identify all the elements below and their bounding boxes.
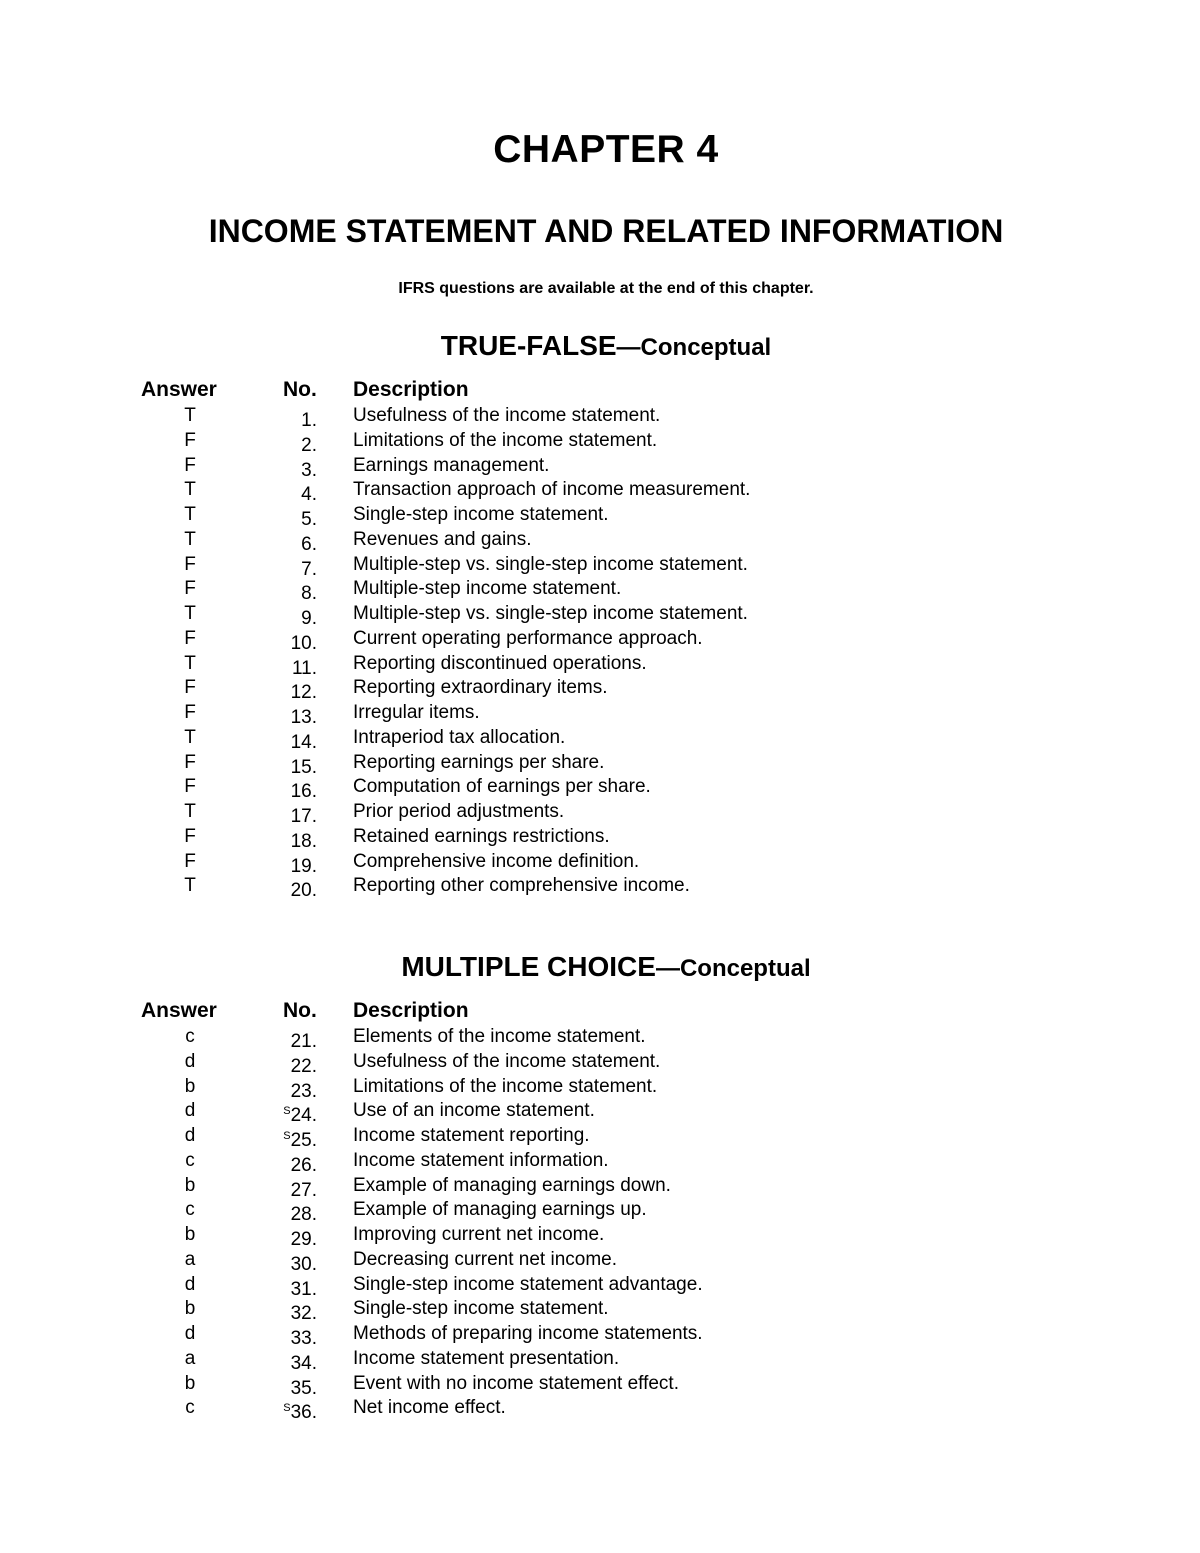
description-cell: Retained earnings restrictions.	[353, 825, 610, 847]
answer-cell: T	[184, 528, 196, 550]
table-row	[0, 800, 1200, 825]
question-number: 14.	[290, 731, 317, 753]
answer-cell: b	[184, 1298, 196, 1320]
question-number: 30.	[290, 1253, 317, 1275]
answer-cell: c	[185, 1149, 195, 1171]
description-column-header: Description	[353, 999, 469, 1022]
table-row	[0, 627, 1200, 652]
description-cell: Earnings management.	[353, 454, 550, 476]
description-cell: Current operating performance approach.	[353, 627, 703, 649]
table-row	[0, 1396, 1200, 1424]
question-number: 18.	[290, 830, 317, 852]
question-number: 19.	[290, 855, 317, 877]
supplement-mark: S	[283, 1105, 291, 1118]
description-cell: Reporting discontinued operations.	[353, 652, 647, 674]
table-row	[0, 1223, 1200, 1248]
answer-cell: b	[184, 1224, 196, 1245]
description-cell: Multiple-step vs. single-step income statement.	[353, 553, 748, 575]
description-cell: Multiple-step income statement.	[353, 578, 622, 600]
description-cell: Example of managing earnings down.	[353, 1174, 671, 1196]
question-number: 33.	[290, 1328, 317, 1349]
question-number: 11.	[291, 657, 317, 679]
supplement-mark: S	[283, 1130, 291, 1142]
question-number: 2.	[301, 434, 317, 456]
answer-cell: T	[184, 603, 196, 624]
number-column-header: No.	[283, 378, 317, 401]
answer-cell: F	[184, 429, 196, 451]
question-number: 34.	[290, 1352, 317, 1374]
table-row	[0, 1149, 1200, 1174]
table-row	[0, 726, 1200, 751]
question-number: 1.	[301, 410, 317, 431]
answer-cell: F	[184, 454, 196, 476]
table-row	[0, 503, 1200, 528]
multiple-choice-table	[0, 997, 1200, 1424]
description-cell: Limitations of the income statement.	[353, 429, 658, 451]
table-row	[0, 652, 1200, 677]
description-cell: Intraperiod tax allocation.	[353, 726, 566, 748]
description-cell: Multiple-step vs. single-step income statement.	[353, 603, 748, 624]
question-number: 23.	[290, 1080, 317, 1102]
description-cell: Transaction approach of income measurement.	[353, 479, 751, 501]
table-row	[0, 454, 1200, 479]
table-row	[0, 1025, 1200, 1050]
answer-cell: T	[184, 875, 196, 897]
table-row	[0, 1124, 1200, 1149]
question-number: 7.	[301, 558, 317, 580]
answer-cell: a	[184, 1248, 196, 1270]
description-cell: Usefulness of the income statement.	[353, 1050, 661, 1072]
table-row	[0, 1273, 1200, 1298]
answer-cell: F	[184, 578, 196, 600]
question-number: 28.	[290, 1204, 317, 1226]
question-number: 26.	[290, 1154, 317, 1176]
table-row	[0, 1347, 1200, 1372]
question-number: 25.	[290, 1130, 317, 1151]
description-cell: Computation of earnings per share.	[353, 776, 651, 798]
multiple-choice-heading-sub: —Conceptual	[655, 955, 811, 982]
description-cell: Income statement presentation.	[353, 1347, 620, 1369]
answer-cell: F	[184, 677, 196, 699]
answer-cell: d	[184, 1323, 196, 1344]
answer-cell: T	[184, 405, 196, 426]
question-number: 22.	[290, 1055, 317, 1077]
description-cell: Event with no income statement effect.	[353, 1372, 679, 1394]
answer-cell: F	[184, 776, 196, 798]
table-row	[0, 553, 1200, 578]
table-row	[0, 1174, 1200, 1199]
description-cell: Usefulness of the income statement.	[353, 405, 661, 426]
table-row	[0, 1075, 1200, 1100]
answer-cell: F	[184, 553, 196, 575]
description-cell: Elements of the income statement.	[353, 1026, 646, 1047]
description-cell: Improving current net income.	[353, 1224, 605, 1245]
number-column-header: No.	[283, 999, 317, 1022]
question-number: 3.	[301, 459, 317, 481]
description-cell: Single-step income statement advantage.	[353, 1273, 703, 1295]
description-column-header: Description	[353, 378, 469, 401]
question-number: 24.	[290, 1105, 317, 1127]
table-row	[0, 1099, 1200, 1127]
question-number: 6.	[301, 533, 317, 555]
description-cell: Reporting extraordinary items.	[353, 677, 608, 699]
table-row	[0, 1050, 1200, 1075]
true-false-heading-main: TRUE-FALSE	[440, 330, 617, 361]
table-row	[0, 1248, 1200, 1273]
number-cell	[240, 874, 317, 904]
multiple-choice-heading-main: MULTIPLE CHOICE	[401, 951, 656, 982]
answer-cell: T	[184, 652, 196, 674]
table-row	[0, 701, 1200, 726]
description-cell: Single-step income statement.	[353, 1298, 609, 1320]
ifrs-note: IFRS questions are available at the end of this chapter.	[398, 280, 814, 297]
question-number: 31.	[290, 1278, 317, 1300]
question-number: 27.	[290, 1179, 317, 1201]
table-row	[0, 478, 1200, 506]
table-row	[0, 404, 1200, 429]
chapter-subtitle: INCOME STATEMENT AND RELATED INFORMATION	[208, 213, 1004, 249]
true-false-heading	[0, 330, 1200, 362]
table-row	[0, 751, 1200, 776]
answer-cell: b	[184, 1174, 196, 1196]
question-number: 4.	[301, 484, 317, 506]
question-number: 16.	[290, 781, 317, 803]
question-number: 20.	[290, 880, 317, 902]
question-number: 15.	[290, 756, 317, 778]
question-number: 29.	[290, 1229, 317, 1250]
answer-cell: c	[185, 1026, 195, 1047]
table-row	[0, 1372, 1200, 1397]
true-false-heading-sub: —Conceptual	[616, 334, 772, 361]
table-row	[0, 577, 1200, 605]
description-cell: Income statement reporting.	[353, 1125, 590, 1146]
table-row	[0, 676, 1200, 704]
answer-cell: c	[185, 1199, 195, 1221]
description-cell: Comprehensive income definition.	[353, 850, 640, 872]
table-header-row	[0, 997, 1200, 1025]
question-number: 5.	[301, 509, 317, 530]
true-false-rows	[0, 404, 1200, 902]
answer-cell: c	[185, 1397, 195, 1419]
table-row	[0, 1198, 1200, 1226]
answer-cell: b	[184, 1372, 196, 1394]
description-cell: Decreasing current net income.	[353, 1248, 618, 1270]
answer-column-header: Answer	[141, 999, 217, 1022]
answer-cell: a	[184, 1347, 196, 1369]
description-cell: Methods of preparing income statements.	[353, 1323, 703, 1344]
description-cell: Income statement information.	[353, 1149, 609, 1171]
question-number: 10.	[290, 632, 317, 654]
table-row	[0, 1297, 1200, 1325]
question-number: 36.	[290, 1402, 317, 1424]
multiple-choice-heading	[0, 951, 1200, 983]
table-row	[0, 528, 1200, 553]
question-number: 12.	[290, 682, 317, 704]
answer-cell: T	[184, 801, 196, 822]
answer-column-header: Answer	[141, 378, 217, 401]
table-row	[0, 1322, 1200, 1347]
description-cell: Irregular items.	[353, 702, 480, 723]
description-cell: Revenues and gains.	[353, 528, 532, 550]
question-number: 21.	[290, 1031, 317, 1052]
description-cell: Single-step income statement.	[353, 504, 609, 525]
question-number: 32.	[290, 1303, 317, 1325]
answer-cell: F	[184, 751, 196, 773]
description-cell: Prior period adjustments.	[353, 801, 565, 822]
answer-cell: F	[184, 702, 196, 723]
question-number: 8.	[301, 583, 317, 605]
table-row	[0, 602, 1200, 627]
answer-cell: T	[184, 504, 196, 525]
answer-cell: T	[184, 479, 196, 501]
answer-cell: d	[184, 1050, 196, 1072]
answer-cell: d	[184, 1100, 196, 1122]
description-cell: Reporting earnings per share.	[353, 751, 605, 773]
answer-cell: d	[184, 1125, 196, 1146]
number-cell	[240, 1396, 317, 1426]
question-number: 17.	[290, 806, 317, 827]
table-header-row	[0, 376, 1200, 404]
answer-cell: F	[184, 627, 196, 649]
question-number: 9.	[301, 608, 317, 629]
description-cell: Net income effect.	[353, 1397, 506, 1419]
answer-cell: F	[184, 850, 196, 872]
description-cell: Use of an income statement.	[353, 1100, 595, 1122]
table-row	[0, 429, 1200, 454]
question-number: 13.	[290, 707, 317, 728]
true-false-table	[0, 376, 1200, 902]
question-number: 35.	[290, 1377, 317, 1399]
table-row	[0, 775, 1200, 803]
answer-cell: F	[184, 825, 196, 847]
table-row	[0, 825, 1200, 850]
table-row	[0, 874, 1200, 902]
answer-cell: T	[184, 726, 196, 748]
description-cell: Example of managing earnings up.	[353, 1199, 647, 1221]
description-cell: Limitations of the income statement.	[353, 1075, 658, 1097]
description-cell: Reporting other comprehensive income.	[353, 875, 690, 897]
chapter-title: CHAPTER 4	[493, 128, 719, 171]
table-row	[0, 850, 1200, 875]
supplement-mark: S	[283, 1402, 291, 1415]
multiple-choice-rows	[0, 1025, 1200, 1424]
answer-cell: d	[184, 1273, 196, 1295]
answer-cell: b	[184, 1075, 196, 1097]
